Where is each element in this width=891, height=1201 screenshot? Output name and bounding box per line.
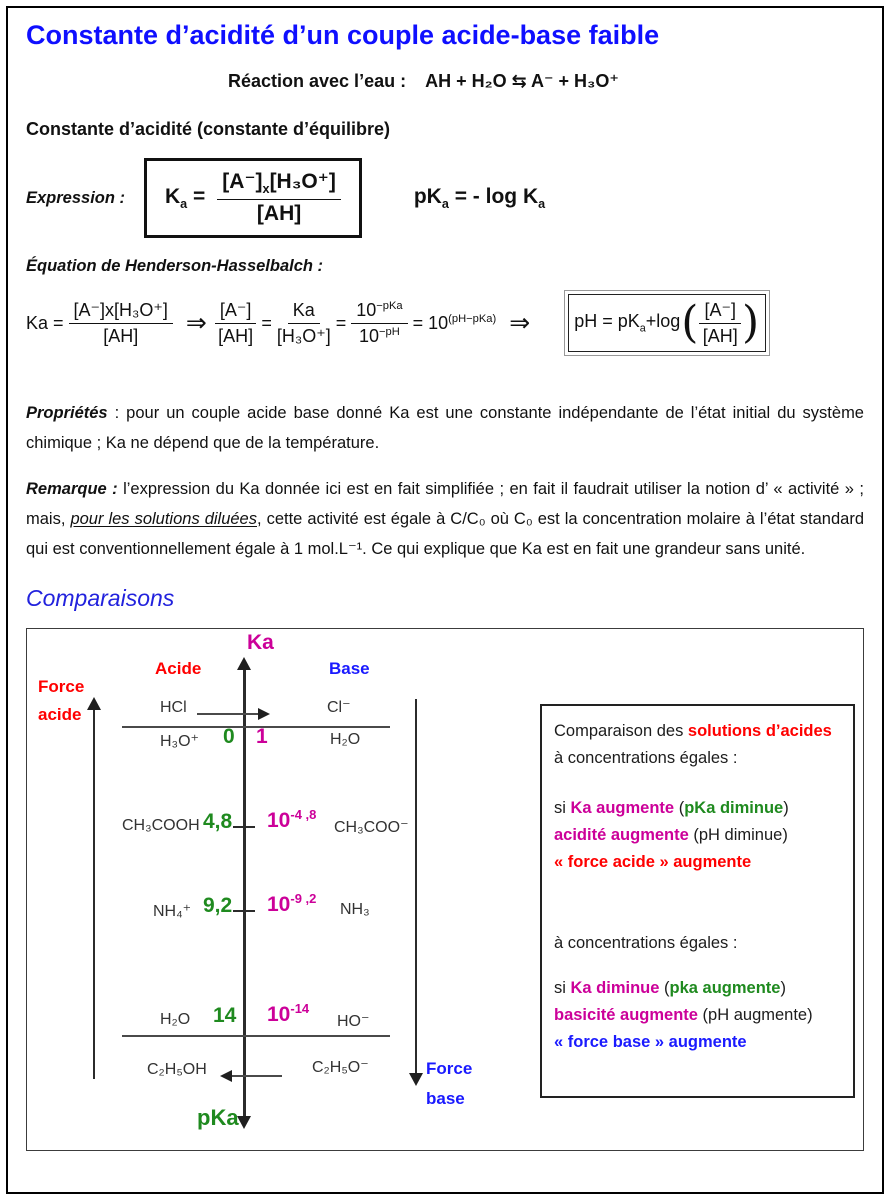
hh-equals-2: = <box>261 312 272 333</box>
expression-row <box>26 158 864 238</box>
base-column-header: Base <box>329 659 370 679</box>
note-line-7: si Ka diminue (pka augmente) <box>554 979 786 998</box>
pka-value-92: 9,2 <box>203 894 233 918</box>
force-base-label-line1: Force <box>426 1059 473 1079</box>
ka-axis-arrow-up-icon <box>237 657 251 670</box>
base-c2h5o: C₂H₅O⁻ <box>312 1059 369 1077</box>
note-line-6: à concentrations égales : <box>554 934 738 953</box>
force-acide-label-line2: acide <box>38 705 82 725</box>
ethanol-arrow-left-icon <box>220 1070 232 1082</box>
note-line-8: basicité augmente (pH augmente) <box>554 1006 813 1025</box>
ka-axis-title: Ka <box>247 631 274 655</box>
ph-result-box: pH = $pK_a+\log$ ( $\frac{[A^-]}{[AH]}$ ) <box>568 294 766 352</box>
implies-arrow-2: ⇒ <box>509 309 531 338</box>
pka-value-14: 14 <box>213 1004 237 1028</box>
acid-comparison-note-box <box>540 704 855 1098</box>
acidity-constant-heading: Constante d’acidité (constante d’équilibre) <box>26 119 391 139</box>
ph-frac-num: [A⁻] <box>699 299 741 324</box>
ka-value-92 <box>267 891 316 917</box>
acid-hcl: HCl <box>160 699 187 717</box>
base-cl: Cl⁻ <box>327 699 351 717</box>
hcl-arrow-line <box>197 713 259 715</box>
pka-definition: $pK_a$ = - $\log K_a$ <box>413 184 546 212</box>
acid-h3o: H₃O⁺ <box>160 733 199 751</box>
force-base-label-line2: base <box>426 1089 465 1109</box>
ka-pka-scale-diagram <box>26 628 864 1151</box>
ka-48-exponent: -4 ,8 <box>290 807 317 823</box>
ka-value-14 <box>267 1001 309 1027</box>
acid-h2o: H₂O <box>160 1011 191 1029</box>
properties-paragraph: Propriétés : pour un couple acide base donné Ka est une constante indépendante de l’état initial du système chimique ; Ka ne dépend que de la température. <box>26 404 864 453</box>
note-line-5: « force acide » augmente <box>554 853 752 872</box>
ka-92-exponent: -9 ,2 <box>290 891 317 907</box>
comparisons-heading: Comparaisons <box>26 585 175 612</box>
pka-value-0: 0 <box>223 725 235 749</box>
remark-paragraph: Remarque : l’expression du Ka donnée ici est en fait simplifiée ; en fait il faudrait utiliser la notion d’ « activité » ; mais, pour les solutions diluées, cette activité est égale à C/C₀ où C₀ est la concentration molaire à l’état standard qui est conventionnellement égale à 1 mol.L⁻¹. Ce qui explique que Ka est en fait une grandeur sans unité. <box>26 480 864 559</box>
ph-fraction <box>699 299 741 347</box>
implies-arrow-1: ⇒ <box>185 309 207 338</box>
force-acide-arrow-up-icon <box>87 697 101 710</box>
ethanol-arrow-line <box>232 1075 282 1077</box>
reaction-with-water <box>228 68 864 94</box>
note-line-3: si Ka augmente (pKa diminue) <box>554 799 789 818</box>
note-line-4: acidité augmente (pH diminue) <box>554 826 788 845</box>
hh-lhs: Ka = <box>26 312 64 333</box>
ka-14-exponent: -14 <box>290 1001 310 1017</box>
acid-ch3cooh: CH₃COOH <box>122 817 200 835</box>
hh-frac1-den: [AH] <box>103 325 139 346</box>
hh-frac4-num: $10^{-pKa}$ <box>351 299 407 324</box>
acid-column-header: Acide <box>155 659 202 679</box>
ka-lhs: $K_a$ = <box>165 184 206 212</box>
force-base-arrow-down-icon <box>409 1073 423 1086</box>
note-line-1: Comparaison des solutions d’acides <box>554 722 832 741</box>
reaction-formula: AH + H₂O ⇆ A⁻ + H₃O⁺ <box>425 71 619 91</box>
ph-result-box-outer <box>564 290 770 356</box>
note-line-2: à concentrations égales : <box>554 749 738 768</box>
base-nh3: NH₃ <box>340 901 370 919</box>
hcl-arrow-right-icon <box>258 708 270 720</box>
expression-label: Expression : <box>26 188 126 207</box>
force-acide-arrow-shaft <box>93 709 95 1079</box>
hh-fraction-1 <box>69 299 173 347</box>
ka-48-base: 10 <box>267 809 291 833</box>
separator-line-bottom <box>122 1035 390 1037</box>
reaction-label: Réaction avec l’eau : <box>228 71 407 91</box>
ph-frac-den: [AH] <box>702 325 738 346</box>
central-axis <box>243 669 246 1117</box>
hh-frac3-num: Ka <box>288 299 320 324</box>
ka-numerator: $[A^-]_x[H_3O^+]$ <box>217 169 341 200</box>
hh-rhs: $10^{(pH-pKa)}$ <box>428 312 497 333</box>
hh-equals-4: = <box>412 312 424 333</box>
note-line-9: « force base » augmente <box>554 1033 747 1052</box>
page-frame <box>6 6 884 1194</box>
page-title: Constante d’acidité d’un couple acide-base faible <box>26 20 660 50</box>
pka-value-48: 4,8 <box>203 810 233 834</box>
ka-value-1: 1 <box>256 725 268 749</box>
base-ch3coo: CH₃COO⁻ <box>334 819 409 837</box>
ka-expression-box <box>144 158 362 238</box>
axis-tick-92 <box>233 910 255 912</box>
force-base-arrow-shaft <box>415 699 417 1074</box>
ka-denominator: [AH] <box>256 201 302 225</box>
hh-frac2-den: [AH] <box>218 325 254 346</box>
hh-frac2-num: [A⁻] <box>215 299 257 324</box>
hh-fraction-2 <box>215 299 257 347</box>
hh-frac1-num: [A⁻]x[H₃O⁺] <box>69 299 173 324</box>
base-ho: HO⁻ <box>337 1013 370 1031</box>
hh-frac3-den: [H₃O⁺] <box>276 325 331 346</box>
ka-fraction <box>217 169 341 227</box>
hh-frac4-den: $10^{-pH}$ <box>359 325 400 346</box>
hh-equals-3: = <box>335 312 347 333</box>
axis-tick-48 <box>233 826 255 828</box>
henderson-hasselbalch-equation <box>26 290 864 356</box>
acid-c2h5oh: C₂H₅OH <box>147 1061 207 1079</box>
ka-value-48 <box>267 807 316 833</box>
pka-axis-arrow-down-icon <box>237 1116 251 1129</box>
force-acide-label-line1: Force <box>38 677 85 697</box>
base-h2o: H₂O <box>330 731 361 749</box>
ph-formula-pre: pH = $pK_a+\log$ <box>574 311 681 335</box>
acid-nh4: NH₄⁺ <box>153 903 192 921</box>
ka-92-base: 10 <box>267 893 291 917</box>
hh-fraction-4 <box>351 299 407 347</box>
henderson-hasselbalch-heading: Équation de Henderson-Hasselbalch : <box>26 257 324 276</box>
pka-axis-title: pKa <box>197 1105 239 1131</box>
ka-14-base: 10 <box>267 1003 291 1027</box>
hh-fraction-3 <box>277 299 331 347</box>
